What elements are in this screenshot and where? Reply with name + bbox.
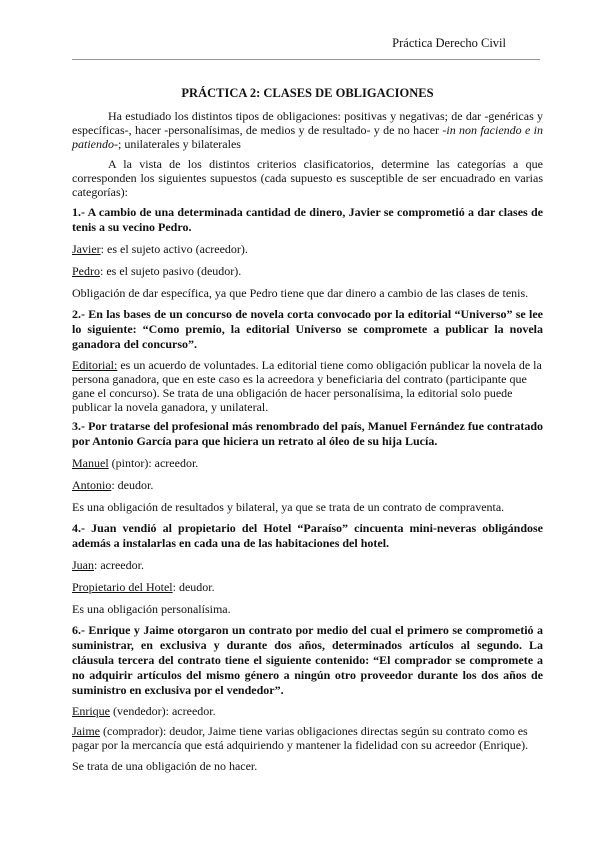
intro-text-italic: in non faciendo e in patiendo: [72, 123, 543, 151]
case-3-answer-manuel: [72, 456, 543, 470]
case-2-editorial-text: es un acuerdo de voluntades. La editorial tiene como obligación publicar la novela de la persona ganadora, que en este caso es la acreedora y beneficiaria del contrato (participante que gane el concurso). Se trata de una obligación de hacer personalísima, la editorial solo puede publicar la novela ganadora, y unilateral.: [72, 358, 542, 414]
case-4-question: 4.- Juan vendió al propietario del Hotel “Paraíso” cincuenta mini-neveras obligándose además a instalarlas en cada una de las habitaciones del hotel.: [72, 521, 543, 550]
case-1-question: 1.- A cambio de una determinada cantidad de dinero, Javier se comprometió a dar clases de tenis a su vecino Pedro.: [72, 205, 543, 234]
case-2-question: 2.- En las bases de un concurso de novela corta convocado por la editorial “Universo” se lee lo siguiente: “Como premio, la editorial Universo se compromete a publicar la novela ganadora del concurso”.: [72, 307, 543, 351]
case-1-pedro-label: Pedro: [72, 264, 100, 278]
case-4-propietario-label: Propietario del Hotel: [72, 580, 173, 594]
case-1-javier-text: : es el sujeto activo (acreedor).: [100, 242, 248, 256]
case-3-question: 3.- Por tratarse del profesional más renombrado del país, Manuel Fernández fue contratado por Antonio García para que hiciera un retrato al óleo de su hija Lucía.: [72, 419, 543, 448]
case-6-enrique-label: Enrique: [72, 704, 110, 718]
case-4-juan-text: : acreedor.: [94, 558, 144, 572]
case-6-answer-summary: Se trata de una obligación de no hacer.: [72, 759, 258, 773]
case-2-answer-editorial: [72, 358, 543, 414]
case-4-propietario-text: : deudor.: [172, 580, 215, 594]
case-6-enrique-text: (vendedor): acreedor.: [110, 704, 216, 718]
intro-text-start: Ha estudiado los distintos tipos de obligaciones: positivas y negativas; de dar -genéricas y específicas-, hacer -personalísimas, de medios y de resultado- y de no hacer -: [72, 109, 543, 137]
case-6-answer-jaime: [72, 724, 543, 752]
document-body: [72, 86, 543, 773]
intro-text-end: -; unilaterales y bilaterales: [114, 137, 241, 151]
intro-paragraph-1: [72, 109, 543, 151]
header-title: Práctica Derecho Civil: [392, 36, 506, 50]
header-divider: [72, 59, 540, 60]
case-1-answer-pedro: [72, 264, 543, 278]
case-3-answer-summary: Es una obligación de resultados y bilateral, ya que se trata de un contrato de compraventa.: [72, 500, 505, 514]
case-1-pedro-text: : es el sujeto pasivo (deudor).: [100, 264, 242, 278]
case-3-manuel-text: (pintor): acreedor.: [108, 456, 199, 470]
intro-paragraph-2: A la vista de los distintos criterios clasificatorios, determine las categorías a que corresponden los siguientes supuestos (cada supuesto es susceptible de ser encuadrado en varias categorías):: [72, 157, 543, 199]
case-4-answer-propietario: [72, 580, 543, 594]
case-6-jaime-text: (comprador): deudor, Jaime tiene varias obligaciones directas según su contrato como es pagar por la mercancía que está adquiriendo y mantener la fidelidad con su acreedor (Enrique).: [72, 724, 529, 752]
case-3-antonio-label: Antonio: [72, 478, 112, 492]
document-title: PRÁCTICA 2: CLASES DE OBLIGACIONES: [181, 86, 434, 100]
case-6-question: 6.- Enrique y Jaime otorgaron un contrato por medio del cual el primero se comprometió a suministrar, en exclusiva y durante dos años, determinados artículos al segundo. La cláusula tercera del contrato tiene el siguiente contenido: “El comprador se compromete a no adquirir artículos del mismo género a ningún otro proveedor durante los dos años de suministro en exclusiva por el vendedor”.: [72, 623, 543, 697]
case-4-juan-label: Juan: [72, 558, 94, 572]
case-1-answer-summary: Obligación de dar específica, ya que Pedro tiene que dar dinero a cambio de las clases de tenis.: [72, 286, 529, 300]
case-4-answer-summary: Es una obligación personalísima.: [72, 602, 231, 616]
case-1-answer-javier: [72, 242, 543, 256]
case-6-answer-enrique: [72, 704, 543, 718]
case-3-manuel-label: Manuel: [72, 456, 109, 470]
case-6-jaime-label: Jaime: [72, 724, 100, 738]
case-3-antonio-text: : deudor.: [111, 478, 154, 492]
case-1-javier-label: Javier: [72, 242, 101, 256]
case-4-answer-juan: [72, 558, 543, 572]
case-2-editorial-label: Editorial:: [72, 358, 118, 372]
case-3-answer-antonio: [72, 478, 543, 492]
